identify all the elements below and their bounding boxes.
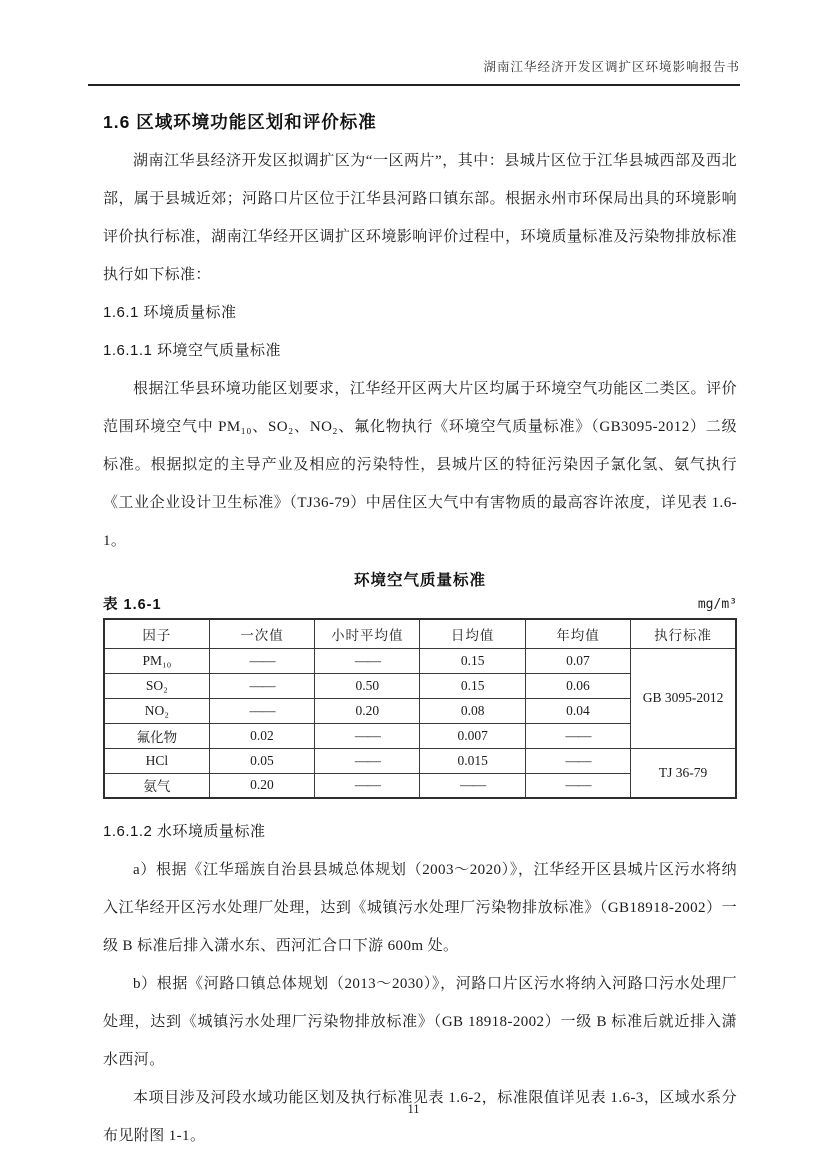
- page-number: 11: [407, 1102, 420, 1116]
- table-cell: ——: [315, 648, 420, 673]
- section-heading-1-6: 1.6 区域环境功能区划和评价标准: [103, 112, 377, 132]
- table-cell: 0.05: [209, 748, 314, 773]
- col-header-once: 一次值: [209, 619, 314, 648]
- table-cell: 0.007: [420, 723, 525, 748]
- standard-cell-tj: TJ 36-79: [631, 748, 736, 798]
- table-title: 环境空气质量标准: [353, 572, 486, 589]
- factor-cell: 氨气: [104, 773, 209, 798]
- standard-cell-gb: GB 3095-2012: [631, 648, 736, 748]
- air-quality-standards-table: [103, 618, 737, 799]
- section-heading-1-6-1-1: 1.6.1.1 环境空气质量标准: [103, 342, 282, 359]
- table-cell: 0.15: [420, 673, 525, 698]
- paragraph-water-a: a）根据《江华瑶族自治县县城总体规划（2003～2020）》，江华经开区县城片区污水将纳入江华经开区污水处理厂处理，达到《城镇污水处理厂污染物排放标准》（GB18918-2002）一级 B 标准后排入潇水东、西河汇合口下游 600m 处。: [103, 862, 737, 954]
- table-cell: 0.04: [525, 698, 630, 723]
- factor-cell: NO₂: [104, 698, 209, 723]
- table-cell: 0.02: [209, 723, 314, 748]
- table-unit: mg/m³: [697, 597, 737, 612]
- col-header-standard: 执行标准: [631, 619, 736, 648]
- section-heading-1-6-1: 1.6.1 环境质量标准: [103, 304, 237, 321]
- page-header-running-title: 湖南江华经济开发区调扩区环境影响报告书: [88, 0, 740, 86]
- table-meta-row: [103, 594, 737, 616]
- document-body: [103, 102, 737, 1155]
- table-cell: 0.08: [420, 698, 525, 723]
- table-cell: ——: [315, 723, 420, 748]
- paragraph-tables-ref: 本项目涉及河段水域功能区划及执行标准见表 1.6-2，标准限值详见表 1.6-3，区域水系分布见附图 1-1。: [103, 1090, 737, 1144]
- col-header-annual: 年均值: [525, 619, 630, 648]
- table-cell: ——: [209, 673, 314, 698]
- table-cell: ——: [209, 648, 314, 673]
- table-cell: ——: [315, 773, 420, 798]
- page-footer: [0, 1102, 827, 1117]
- table-cell: ——: [315, 748, 420, 773]
- table-cell: 0.20: [315, 698, 420, 723]
- table-cell: 0.50: [315, 673, 420, 698]
- table-cell: 0.07: [525, 648, 630, 673]
- paragraph-air-quality: 根据江华县环境功能区划要求，江华经开区两大片区均属于环境空气功能区二类区。评价范围环境空气中 PM₁₀、SO₂、NO₂、氟化物执行《环境空气质量标准》（GB3095-2012）二级标准。根据拟定的主导产业及相应的污染特性，县城片区的特征污染因子氯化氢、氨气执行《工业企业设计卫生标准》（TJ36-79）中居住区大气中有害物质的最高容许浓度，详见表 1.6-1。: [103, 381, 737, 549]
- factor-cell: SO₂: [104, 673, 209, 698]
- paragraph-water-b: b）根据《河路口镇总体规划（2013～2030）》，河路口片区污水将纳入河路口污水处理厂处理，达到《城镇污水处理厂污染物排放标准》（GB 18918-2002）一级 B 标准后就近排入潇水西河。: [103, 976, 737, 1068]
- col-header-hourly: 小时平均值: [315, 619, 420, 648]
- table-cell: 0.15: [420, 648, 525, 673]
- table-row: [104, 748, 736, 773]
- col-header-factor: 因子: [104, 619, 209, 648]
- table-cell: 0.06: [525, 673, 630, 698]
- factor-cell: 氟化物: [104, 723, 209, 748]
- table-cell: 0.015: [420, 748, 525, 773]
- table-cell: 0.20: [209, 773, 314, 798]
- section-heading-1-6-1-2: 1.6.1.2 水环境质量标准: [103, 823, 266, 840]
- table-cell: ——: [420, 773, 525, 798]
- table-cell: ——: [525, 773, 630, 798]
- factor-cell: PM₁₀: [104, 648, 209, 673]
- table-row: [104, 648, 736, 673]
- factor-cell: HCl: [104, 748, 209, 773]
- table-header-row: [104, 619, 736, 648]
- col-header-daily: 日均值: [420, 619, 525, 648]
- paragraph-intro: 湖南江华县经济开发区拟调扩区为“一区两片”，其中：县城片区位于江华县城西部及西北部，属于县城近郊；河路口片区位于江华县河路口镇东部。根据永州市环保局出具的环境影响评价执行标准，湖南江华经开区调扩区环境影响评价过程中，环境质量标准及污染物排放标准执行如下标准：: [103, 153, 737, 283]
- table-cell: ——: [525, 748, 630, 773]
- table-cell: ——: [209, 698, 314, 723]
- table-label: 表 1.6-1: [103, 597, 162, 613]
- table-cell: ——: [525, 723, 630, 748]
